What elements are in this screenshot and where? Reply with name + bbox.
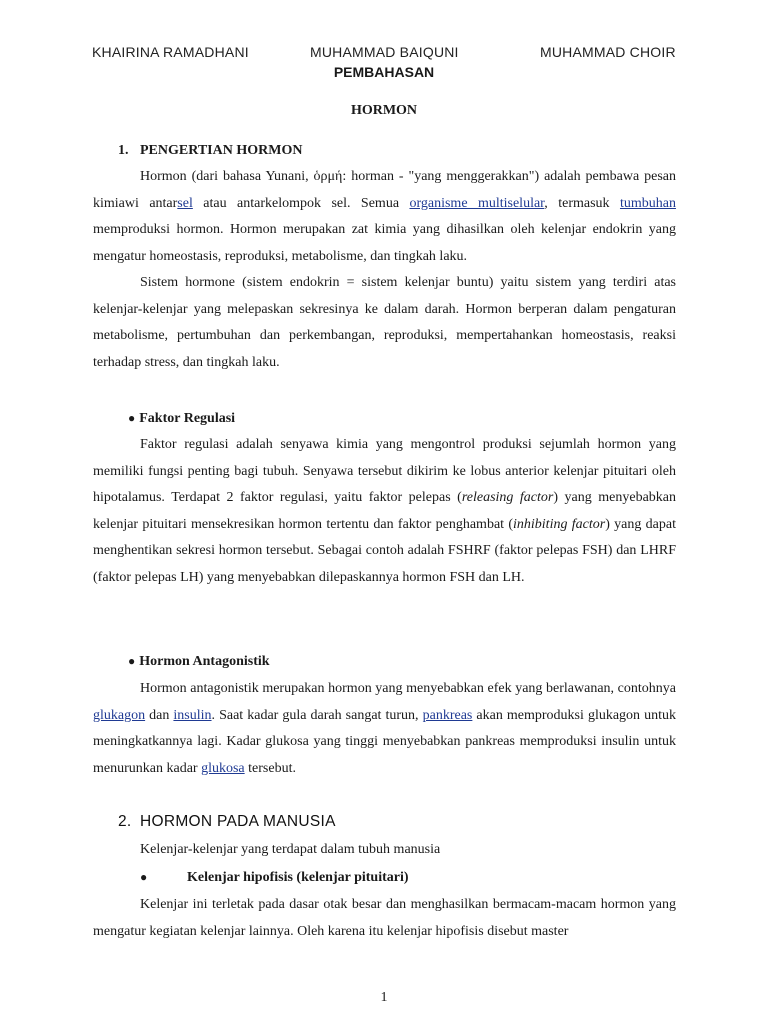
author-name-3: MUHAMMAD CHOIR	[540, 44, 676, 60]
section-2-number: 2.	[118, 813, 132, 830]
section-2-heading	[118, 813, 336, 831]
section-2-title: HORMON PADA MANUSIA	[140, 813, 336, 830]
bullet-icon: ●	[140, 870, 148, 884]
section-1-number: 1.	[118, 143, 129, 158]
bullet-icon: ●	[128, 411, 136, 425]
page-number: 1	[380, 990, 388, 1005]
section-1-heading	[118, 143, 302, 159]
bullet-icon: ●	[128, 654, 136, 668]
subheading-kelenjar-hipofisis: ● Kelenjar hipofisis (kelenjar pituitari)	[140, 870, 409, 885]
link-glukosa[interactable]: glukosa	[201, 760, 245, 776]
link-sel[interactable]: sel	[177, 195, 193, 211]
paragraph-sistem-hormone: Sistem hormone (sistem endokrin = sistem kelenjar buntu) yaitu sistem yang terdiri atas kelenjar-kelenjar yang melepaskan sekresinya ke dalam darah. Hormon berperan dalam pengaturan metabolisme, pertumbuhan dan perkembangan, reproduksi, mempertahankan homeostasis, reaksi terhadap stress, dan tingkah laku.	[93, 275, 676, 370]
link-pankreas[interactable]: pankreas	[422, 707, 473, 723]
paragraph-faktor-regulasi: Faktor regulasi adalah senyawa kimia yang mengontrol produksi sejumlah hormon yang memiliki fungsi penting bagi tubuh. Senyawa tersebut dikirim ke lobus anterior kelenjar pituitari oleh hipotalamus. Terdapat 2 faktor regulasi, yaitu faktor pelepas (releasing factor) yang menyebabkan kelenjar pituitari mensekresikan hormon tertentu dan faktor penghambat (inhibiting factor) yang dapat menghentikan sekresi hormon tersebut. Sebagai contoh adalah FSHRF (faktor pelepas FSH) dan LHRF (faktor pelepas LH) yang menyebabkan dilepaskannya hormon FSH dan LH.	[93, 437, 677, 585]
author-name-1: KHAIRINA RAMADHANI	[92, 44, 249, 60]
link-organisme-multiselular[interactable]: organisme multiselular	[409, 195, 545, 211]
section-title: PEMBAHASAN	[333, 64, 435, 80]
link-glukagon[interactable]: glukagon	[93, 707, 146, 723]
paragraph-hormon-antagonistik: Hormon antagonistik merupakan hormon yang menyebabkan efek yang berlawanan, contohnya glukagon dan insulin. Saat kadar gula darah sangat turun, pankreas akan memproduksi glukagon untuk meningkatkannya lagi. Kadar glukosa yang tinggi menyebabkan pankreas memproduksi insulin untuk menurunkan kadar glukosa tersebut.	[93, 681, 676, 776]
subheading-faktor-regulasi: ● Faktor Regulasi	[128, 411, 236, 426]
link-tumbuhan[interactable]: tumbuhan	[619, 195, 676, 211]
document-title: HORMON	[350, 103, 418, 118]
section-1-title: PENGERTIAN HORMON	[140, 143, 303, 158]
author-name-2: MUHAMMAD BAIQUNI	[310, 44, 459, 60]
subheading-hormon-antagonistik: ● Hormon Antagonistik	[128, 654, 270, 669]
author-header	[0, 44, 768, 64]
section-2-intro: Kelenjar-kelenjar yang terdapat dalam tubuh manusia	[140, 842, 441, 857]
link-insulin[interactable]: insulin	[173, 707, 212, 723]
paragraph-definition: Hormon (dari bahasa Yunani, ὁρμή: horman - "yang menggerakkan") adalah pembawa pesan kimiawi antarsel atau antarkelompok sel. Semua organisme multiselular, termasuk tumbuhan memproduksi hormon. Hormon merupakan zat kimia yang dihasilkan oleh kelenjar endokrin yang mengatur homeostasis, reproduksi, metabolisme, dan tingkah laku.	[93, 169, 676, 264]
paragraph-kelenjar-hipofisis: Kelenjar ini terletak pada dasar otak besar dan menghasilkan bermacam-macam hormon yang mengatur kegiatan kelenjar lainnya. Oleh karena itu kelenjar hipofisis disebut master	[93, 897, 676, 939]
